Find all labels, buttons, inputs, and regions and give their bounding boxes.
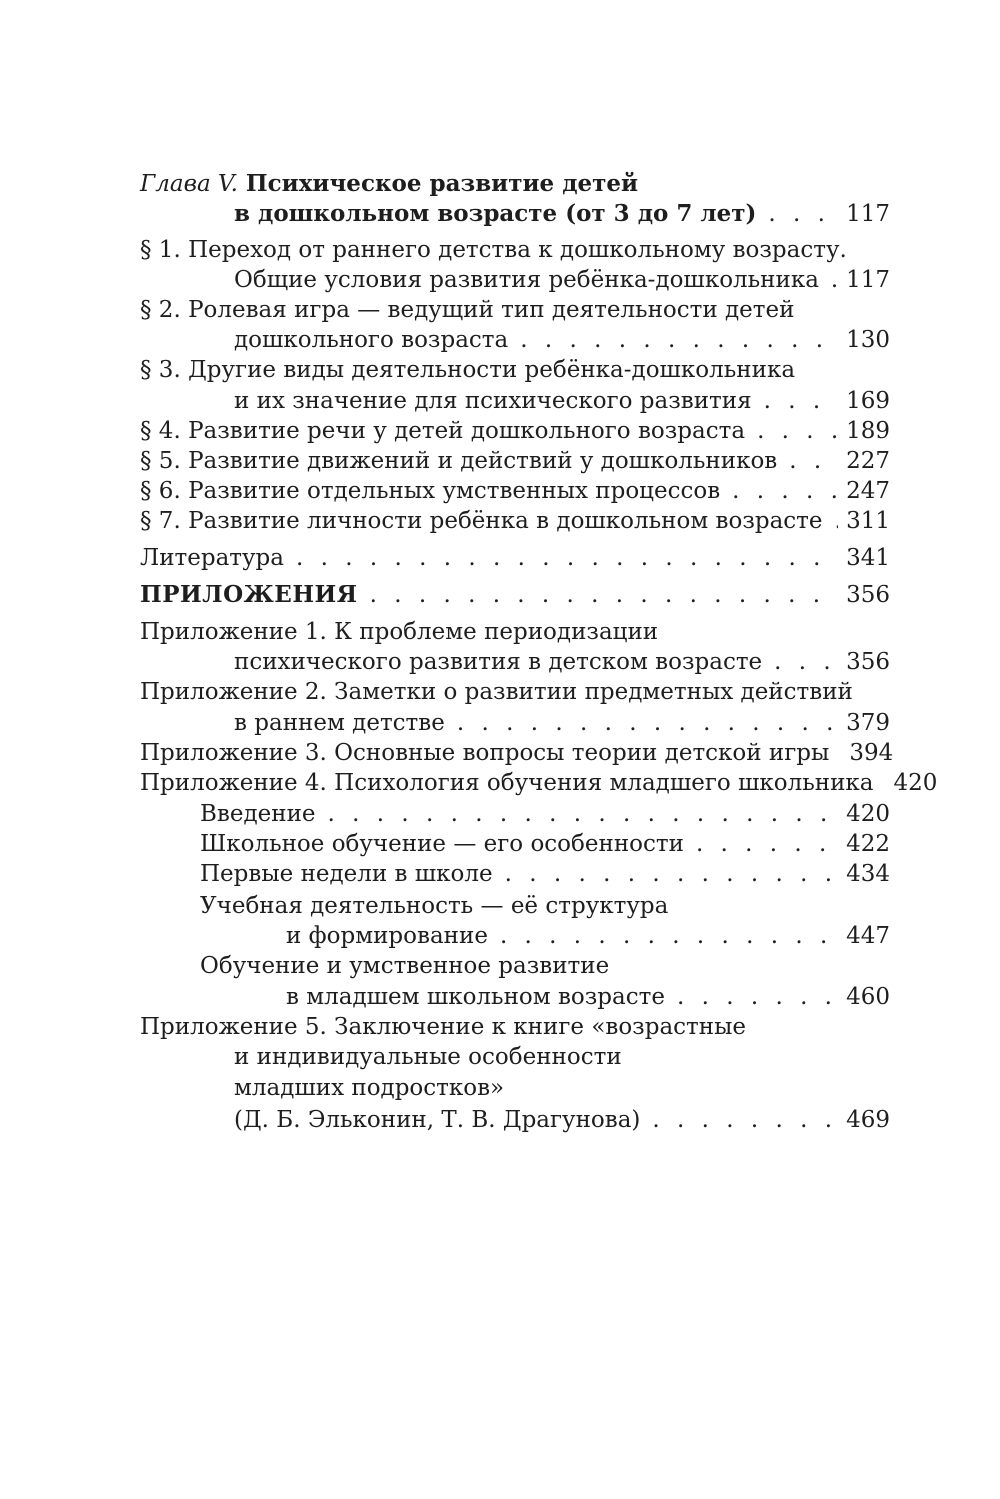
entry-page: 356 xyxy=(846,582,890,608)
entry-title-cont: и их значение для психического развития xyxy=(234,388,752,414)
entry-title: § 6. Развитие отдельных умственных процессов xyxy=(140,478,721,504)
entry-title: Приложение 1. К проблеме периодизации xyxy=(140,619,659,645)
entry-title-cont: и индивидуальные особенности xyxy=(234,1044,622,1070)
entry-page: 469 xyxy=(846,1107,890,1133)
chapter-label: Глава V. xyxy=(140,171,238,197)
entry-page: 447 xyxy=(846,923,890,949)
entry-title: § 3. Другие виды деятельности ребёнка-дошкольника xyxy=(140,357,796,383)
entry-title: Приложение 3. Основные вопросы теории детской игры xyxy=(140,740,830,766)
leader-dots xyxy=(768,196,838,232)
appendices-title: ПРИЛОЖЕНИЯ xyxy=(140,581,358,608)
entry-title: Учебная деятельность — её структура xyxy=(200,893,669,919)
entry-title-cont: (Д. Б. Эльконин, Т. В. Драгунова) xyxy=(234,1107,641,1133)
entry-title-cont: психического развития в детском возрасте xyxy=(234,649,763,675)
leader-dots xyxy=(370,577,839,613)
entry-title: § 4. Развитие речи у детей дошкольного возраста xyxy=(140,418,746,444)
toc-subentry-first-weeks xyxy=(200,856,890,892)
entry-page: 420 xyxy=(893,770,938,796)
entry-title: Приложение 5. Заключение к книге «возрастные xyxy=(140,1014,747,1040)
leader-dots xyxy=(505,856,838,892)
entry-page: 420 xyxy=(846,801,890,827)
entry-title-cont: дошкольного возраста xyxy=(234,327,509,353)
leader-dots xyxy=(296,540,838,576)
entry-title: Приложение 4. Психология обучения младшего школьника xyxy=(140,770,874,796)
toc-entry-literature xyxy=(140,540,890,576)
entry-page: 434 xyxy=(846,861,890,887)
entry-page: 169 xyxy=(846,388,890,414)
entry-page: 422 xyxy=(846,831,890,857)
entry-title: § 2. Ролевая игра — ведущий тип деятельности детей xyxy=(140,297,795,323)
entry-title-cont: в раннем детстве xyxy=(234,710,445,736)
entry-page: 247 xyxy=(846,478,890,504)
chapter-entry xyxy=(234,196,890,232)
entry-title: § 5. Развитие движений и действий у дошкольников xyxy=(140,448,778,474)
entry-page: 130 xyxy=(846,327,890,353)
toc-entry-section-7 xyxy=(140,503,890,539)
table-of-contents xyxy=(140,0,938,1499)
entry-title-cont: в младшем школьном возрасте xyxy=(286,984,665,1010)
entry-title: Приложение 2. Заметки о развитии предметных действий xyxy=(140,679,853,705)
entry-page: 189 xyxy=(846,418,890,444)
entry-page: 394 xyxy=(849,740,894,766)
entry-title: Школьное обучение — его особенности xyxy=(200,831,684,857)
toc-entry-appendix-5-cont-2 xyxy=(234,1070,890,1106)
entry-page: 379 xyxy=(846,710,890,736)
chapter-title-line1: Психическое развитие детей xyxy=(245,170,639,197)
chapter-title-line2: в дошкольном возрасте (от 3 до 7 лет) xyxy=(234,200,757,227)
entry-title-cont: и формирование xyxy=(286,923,488,949)
entry-title-cont: Общие условия развития ребёнка-дошкольника xyxy=(234,267,819,293)
leader-dots xyxy=(835,503,839,539)
leader-dots xyxy=(652,1102,838,1138)
entry-title: Литература xyxy=(140,545,284,571)
entry-page: 460 xyxy=(846,984,890,1010)
entry-page: 356 xyxy=(846,649,890,675)
entry-title-cont: младших подростков» xyxy=(234,1075,505,1101)
toc-entry-appendices xyxy=(140,577,890,613)
entry-title: Первые недели в школе xyxy=(200,861,493,887)
entry-title: § 1. Переход от раннего детства к дошкольному возрасту. xyxy=(140,237,847,263)
chapter-page: 117 xyxy=(846,201,890,227)
entry-page: 311 xyxy=(846,508,890,534)
entry-page: 341 xyxy=(846,545,890,571)
entry-page: 227 xyxy=(846,448,890,474)
entry-page: 117 xyxy=(846,267,890,293)
entry-title: § 7. Развитие личности ребёнка в дошкольном возрасте xyxy=(140,508,823,534)
toc-entry-appendix-5-cont-3 xyxy=(234,1102,890,1138)
entry-title: Введение xyxy=(200,801,316,827)
entry-title: Обучение и умственное развитие xyxy=(200,953,610,979)
